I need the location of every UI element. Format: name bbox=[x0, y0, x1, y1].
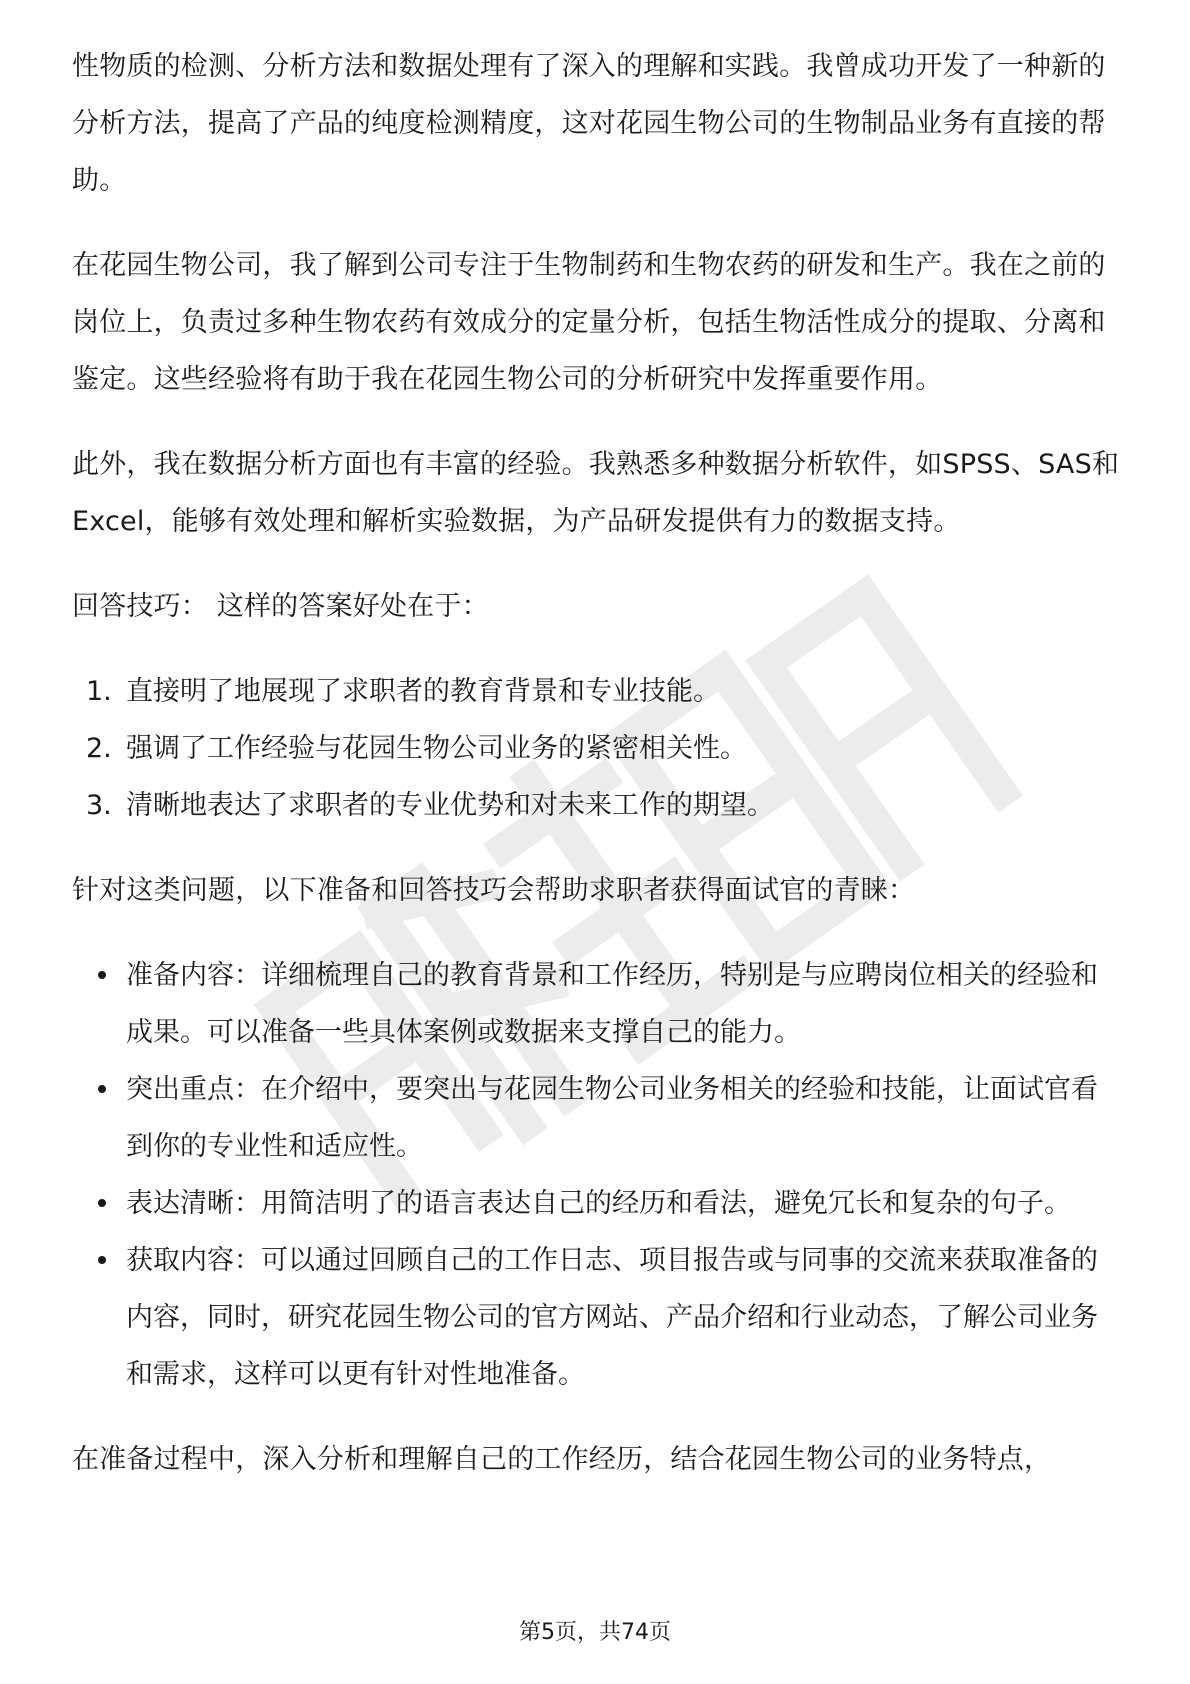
bullet-item-text: 准备内容：详细梳理自己的教育背景和工作经历，特别是与应聘岗位相关的经验和成果。可以准备一些具体案例或数据来支撑自己的能力。 bbox=[126, 960, 1098, 1048]
bullet-dot-icon bbox=[98, 1256, 106, 1264]
paragraph-data-analysis: 此外，我在数据分析方面也有丰富的经验。我熟悉多种数据分析软件，如SPSS、SAS和Excel，能够有效处理和解析实验数据，为产品研发提供有力的数据支持。 bbox=[72, 449, 1120, 537]
list-item-text: 强调了工作经验与花园生物公司业务的紧密相关性。 bbox=[126, 733, 747, 764]
list-number: 3. bbox=[86, 790, 112, 821]
tips-bullet-list bbox=[72, 947, 1120, 1403]
page-number-footer: 第5页，共74页 bbox=[519, 1620, 671, 1645]
paragraph-company-knowledge: 在花园生物公司，我了解到公司专注于生物制药和生物农药的研发和生产。我在之前的岗位上，负责过多种生物农药有效成分的定量分析，包括生物活性成分的提取、分离和鉴定。这些经验将有助于我在花园生物公司的分析研究中发挥重要作用。 bbox=[72, 250, 1106, 395]
advantages-list bbox=[72, 663, 1120, 834]
bullet-item bbox=[72, 1061, 1120, 1175]
bullet-item bbox=[72, 1232, 1120, 1403]
bullet-dot-icon bbox=[98, 1199, 106, 1207]
preparation-intro: 针对这类问题，以下准备和回答技巧会帮助求职者获得面试官的青睐： bbox=[72, 875, 916, 906]
bullet-item-text: 获取内容：可以通过回顾自己的工作日志、项目报告或与同事的交流来获取准备的内容，同时，研究花园生物公司的官方网站、产品介绍和行业动态，了解公司业务和需求，这样可以更有针对性地准备。 bbox=[126, 1245, 1098, 1390]
list-item bbox=[72, 777, 1120, 834]
list-item-text: 直接明了地展现了求职者的教育背景和专业技能。 bbox=[126, 676, 720, 707]
list-item bbox=[72, 720, 1120, 777]
document-body bbox=[72, 38, 1120, 1488]
tips-heading: 回答技巧： 这样的答案好处在于： bbox=[72, 591, 489, 622]
paragraph-analysis-experience: 性物质的检测、分析方法和数据处理有了深入的理解和实践。我曾成功开发了一种新的分析方法，提高了产品的纯度检测精度，这对花园生物公司的生物制品业务有直接的帮助。 bbox=[72, 51, 1106, 196]
bullet-item bbox=[72, 947, 1120, 1061]
list-item-text: 清晰地表达了求职者的专业优势和对未来工作的期望。 bbox=[126, 790, 774, 821]
closing-paragraph: 在准备过程中，深入分析和理解自己的工作经历，结合花园生物公司的业务特点， bbox=[72, 1444, 1052, 1475]
bullet-dot-icon bbox=[98, 1085, 106, 1093]
bullet-item bbox=[72, 1175, 1120, 1232]
bullet-item-text: 突出重点：在介绍中，要突出与花园生物公司业务相关的经验和技能，让面试官看到你的专业性和适应性。 bbox=[126, 1074, 1098, 1162]
bullet-item-text: 表达清晰：用简洁明了的语言表达自己的经历和看法，避免冗长和复杂的句子。 bbox=[126, 1188, 1071, 1219]
bullet-dot-icon bbox=[98, 971, 106, 979]
list-number: 2. bbox=[86, 733, 112, 764]
list-number: 1. bbox=[86, 676, 112, 707]
list-item bbox=[72, 663, 1120, 720]
